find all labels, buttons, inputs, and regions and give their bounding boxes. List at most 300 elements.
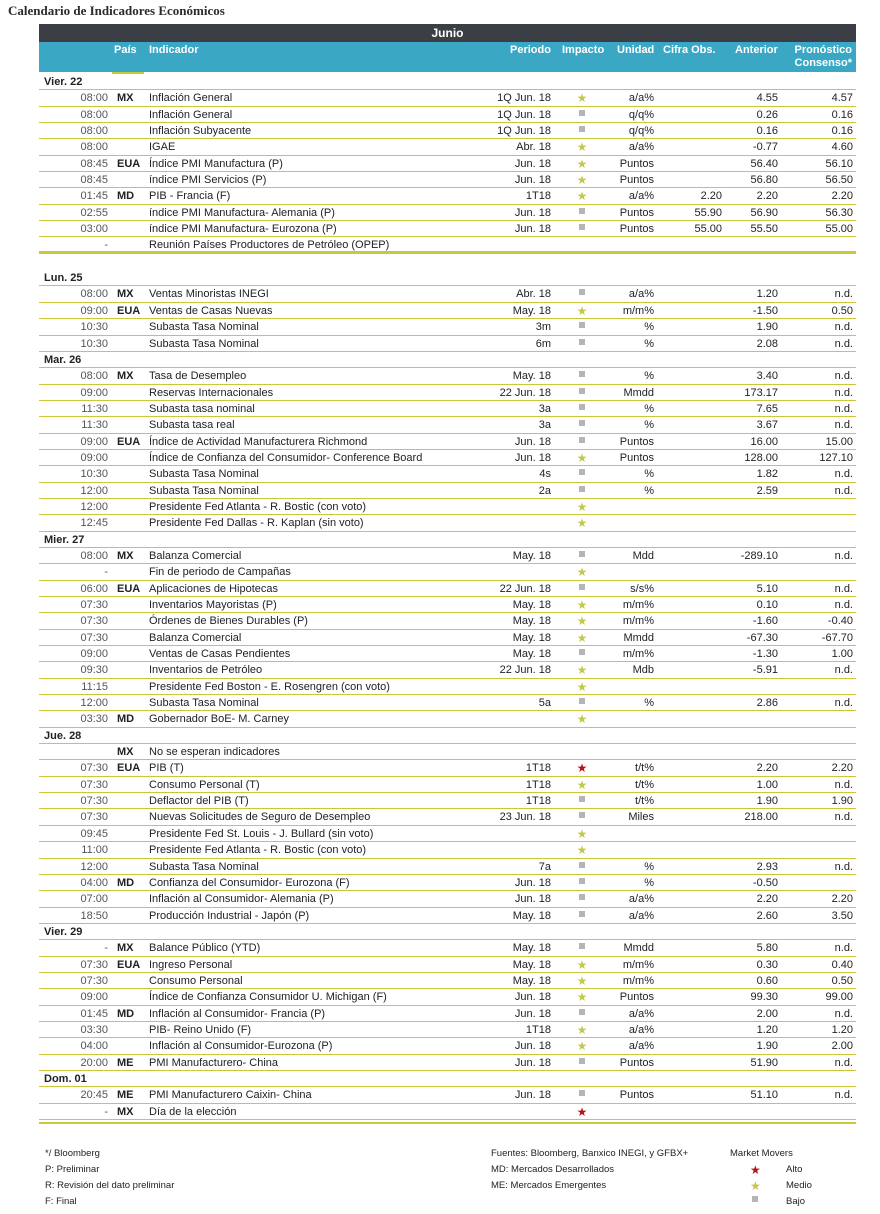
star-medium-icon: ★ xyxy=(576,679,588,694)
previous-cell: -1.50 xyxy=(752,304,778,317)
previous-cell: 173.17 xyxy=(744,386,778,399)
unit-cell: a/a% xyxy=(628,1007,654,1020)
time-cell: 11:30 xyxy=(81,402,108,415)
table-row xyxy=(39,679,856,695)
day-header-row xyxy=(39,74,856,90)
indicator-cell: índice PMI Servicios (P) xyxy=(149,174,267,187)
forecast-cell: n.d. xyxy=(834,778,853,791)
indicator-cell: Subasta tasa real xyxy=(149,419,235,432)
period-cell: May. 18 xyxy=(512,599,551,611)
time-cell: - xyxy=(104,942,108,955)
period-cell: Jun. 18 xyxy=(514,174,551,187)
period-cell: May. 18 xyxy=(512,615,551,628)
forecast-cell: 0.16 xyxy=(831,108,853,121)
period-cell: May. 18 xyxy=(512,974,551,987)
table-bottom-rule xyxy=(39,1122,856,1124)
indicator-cell: Producción Industrial - Japón (P) xyxy=(149,909,310,922)
previous-cell: 128.00 xyxy=(744,451,778,464)
period-cell: May. 18 xyxy=(512,370,551,383)
indicator-cell: índice PMI Manufactura- Eurozona (P) xyxy=(149,223,337,236)
indicator-cell: Presidente Fed Atlanta - R. Bostic (con voto) xyxy=(149,500,367,513)
previous-cell: 56.90 xyxy=(750,206,778,219)
time-cell: 20:00 xyxy=(80,1056,108,1069)
table-row xyxy=(39,891,856,907)
forecast-cell: 1.20 xyxy=(831,1023,853,1036)
day-label: Mier. 27 xyxy=(44,533,85,546)
period-cell: 1T18 xyxy=(525,795,551,808)
day-header-row xyxy=(39,1071,856,1087)
period-cell: 1T18 xyxy=(525,762,551,775)
period-cell: May. 18 xyxy=(512,909,551,922)
forecast-cell: 0.16 xyxy=(831,125,853,138)
star-medium-icon: ★ xyxy=(576,826,588,841)
star-high-icon: ★ xyxy=(750,1163,761,1177)
observed-cell: 55.90 xyxy=(694,206,722,219)
time-cell: 07:30 xyxy=(80,599,108,611)
square-low-icon xyxy=(574,893,590,906)
previous-cell: 2.08 xyxy=(756,337,778,350)
indicator-cell: Subasta Tasa Nominal xyxy=(149,860,259,873)
forecast-cell: n.d. xyxy=(834,664,853,677)
legend-item-alto xyxy=(730,1162,850,1178)
previous-cell: 55.50 xyxy=(750,223,778,236)
source-note: Fuentes: Bloomberg, Banxico INEGI, y GFBX+ xyxy=(491,1148,689,1159)
period-cell: 5a xyxy=(538,697,551,710)
previous-cell: 2.20 xyxy=(756,893,778,906)
square-low-icon xyxy=(574,910,590,923)
table-row xyxy=(39,908,856,924)
indicator-cell: Inflación General xyxy=(149,108,233,121)
indicator-cell: Índice de Confianza del Consumidor- Conference Board xyxy=(149,451,423,464)
period-cell: 3a xyxy=(538,419,551,432)
period-cell: 22 Jun. 18 xyxy=(499,386,551,399)
previous-cell: 0.60 xyxy=(756,974,778,987)
header-cifra-obs: Cifra Obs. xyxy=(663,44,716,56)
table-row xyxy=(39,859,856,875)
square-low-icon xyxy=(574,321,590,334)
time-cell: 09:00 xyxy=(80,386,108,399)
unit-cell: m/m% xyxy=(622,648,654,661)
unit-cell: a/a% xyxy=(628,141,654,154)
time-cell: 20:45 xyxy=(80,1089,108,1102)
table-row xyxy=(39,401,856,417)
country-cell: MD xyxy=(117,876,135,889)
period-cell: May. 18 xyxy=(512,549,551,562)
forecast-cell: n.d. xyxy=(834,386,853,399)
indicator-cell: Deflactor del PIB (T) xyxy=(149,795,249,808)
unit-cell: Miles xyxy=(628,811,654,824)
previous-cell: 5.10 xyxy=(756,582,778,595)
table-row xyxy=(39,760,856,776)
star-medium-icon: ★ xyxy=(576,614,588,629)
page-title: Calendario de Indicadores Económicos xyxy=(8,3,225,18)
time-cell: 08:00 xyxy=(80,370,108,383)
legend-item-bajo xyxy=(730,1194,850,1210)
time-cell: 07:30 xyxy=(80,631,108,644)
footnote: */ Bloomberg xyxy=(45,1148,100,1159)
square-low-icon xyxy=(574,419,590,432)
indicator-cell: Reservas Internacionales xyxy=(149,386,274,399)
indicator-cell: Nuevas Solicitudes de Seguro de Desempleo xyxy=(149,811,371,824)
day-header-row xyxy=(39,270,856,286)
table-row xyxy=(39,336,856,352)
table-row xyxy=(39,793,856,809)
square-low-icon xyxy=(574,583,590,596)
time-cell: 08:00 xyxy=(80,92,108,105)
table-row xyxy=(39,809,856,825)
star-medium-icon: ★ xyxy=(576,843,588,858)
table-row xyxy=(39,826,856,842)
time-cell: 08:00 xyxy=(80,108,108,121)
table-row xyxy=(39,90,856,106)
time-cell: 12:45 xyxy=(80,517,108,530)
country-cell: EUA xyxy=(117,762,141,775)
period-cell: Abr. 18 xyxy=(516,288,551,301)
market-movers-legend xyxy=(730,1146,850,1210)
day-header-row xyxy=(39,352,856,368)
unit-cell: t/t% xyxy=(635,795,654,808)
period-cell: 23 Jun. 18 xyxy=(499,811,551,824)
previous-cell: 218.00 xyxy=(744,811,778,824)
unit-cell: % xyxy=(644,484,654,497)
country-cell: MD xyxy=(117,1007,135,1020)
previous-cell: 1.20 xyxy=(756,1023,778,1036)
forecast-cell: n.d. xyxy=(834,697,853,710)
unit-cell: % xyxy=(644,860,654,873)
unit-cell: Puntos xyxy=(619,1056,654,1069)
unit-cell: Mdb xyxy=(632,664,654,677)
unit-cell: a/a% xyxy=(628,909,654,922)
observed-cell: 2.20 xyxy=(700,190,722,203)
table-row xyxy=(39,777,856,793)
indicator-cell: PIB (T) xyxy=(149,762,184,775)
square-low-icon xyxy=(574,1057,590,1070)
period-cell: May. 18 xyxy=(512,942,551,955)
square-low-icon xyxy=(574,109,590,122)
square-low-icon xyxy=(574,795,590,808)
forecast-cell: -0.40 xyxy=(827,615,853,628)
time-cell: 03:30 xyxy=(80,713,108,726)
time-cell: 12:00 xyxy=(80,860,108,873)
country-cell: MX xyxy=(117,1105,134,1118)
period-cell: Jun. 18 xyxy=(514,435,551,448)
forecast-cell: n.d. xyxy=(834,419,853,432)
country-cell: ME xyxy=(117,1056,134,1069)
forecast-cell: n.d. xyxy=(834,1056,853,1069)
time-cell: 10:30 xyxy=(80,337,108,350)
time-cell: 07:30 xyxy=(80,974,108,987)
previous-cell: -1.30 xyxy=(752,648,778,661)
legend-label: Medio xyxy=(786,1180,812,1191)
table-row xyxy=(39,1055,856,1071)
square-low-icon xyxy=(574,338,590,351)
previous-cell: 0.26 xyxy=(756,108,778,121)
previous-cell: 56.80 xyxy=(750,174,778,187)
table-row xyxy=(39,597,856,613)
unit-cell: a/a% xyxy=(628,893,654,906)
star-medium-icon: ★ xyxy=(576,140,588,155)
period-cell: 22 Jun. 18 xyxy=(499,582,551,595)
period-cell: Abr. 18 xyxy=(516,141,551,154)
indicator-cell: PMI Manufacturero- China xyxy=(149,1056,278,1069)
square-low-icon xyxy=(574,485,590,498)
time-cell: 10:30 xyxy=(80,468,108,481)
previous-cell: 2.59 xyxy=(756,484,778,497)
forecast-cell: 4.57 xyxy=(831,92,853,105)
footnote: F: Final xyxy=(45,1196,77,1207)
square-low-icon xyxy=(574,387,590,400)
forecast-cell: 127.10 xyxy=(819,451,853,464)
time-cell: 09:30 xyxy=(80,664,108,677)
star-high-icon: ★ xyxy=(576,761,588,776)
star-medium-icon: ★ xyxy=(576,499,588,514)
table-row xyxy=(39,221,856,237)
legend-item-medio xyxy=(730,1178,850,1194)
table-row xyxy=(39,1087,856,1103)
legend-label: Bajo xyxy=(786,1196,806,1207)
header-anterior: Anterior xyxy=(735,44,778,56)
table-row xyxy=(39,319,856,335)
unit-cell: a/a% xyxy=(628,190,654,203)
country-cell: MX xyxy=(117,746,134,759)
country-cell: EUA xyxy=(117,304,141,317)
forecast-cell: n.d. xyxy=(834,484,853,497)
unit-cell: a/a% xyxy=(628,92,654,105)
indicator-cell: Inflación General xyxy=(149,92,233,105)
previous-cell: -5.91 xyxy=(752,664,778,677)
day-label: Vier. 29 xyxy=(44,925,83,938)
indicator-cell: Fin de periodo de Campañas xyxy=(149,566,291,579)
period-cell: May. 18 xyxy=(512,304,551,317)
indicator-cell: Ventas Minoristas INEGI xyxy=(149,288,269,301)
period-cell: Jun. 18 xyxy=(514,876,551,889)
indicator-cell: Índice de Confianza Consumidor U. Michigan (F) xyxy=(149,991,387,1004)
previous-cell: 0.10 xyxy=(756,599,778,611)
unit-cell: m/m% xyxy=(622,974,654,987)
time-cell: 04:00 xyxy=(80,876,108,889)
previous-cell: 3.40 xyxy=(756,370,778,383)
time-cell: 10:30 xyxy=(80,321,108,334)
legend-title: Market Movers xyxy=(730,1148,793,1159)
time-cell: - xyxy=(104,1105,108,1118)
table-row xyxy=(39,434,856,450)
square-low-icon xyxy=(574,648,590,661)
time-cell: 07:30 xyxy=(80,958,108,971)
indicator-cell: Balanza Comercial xyxy=(149,549,242,562)
country-cell: MX xyxy=(117,549,134,562)
unit-cell: m/m% xyxy=(622,599,654,611)
time-cell: 07:30 xyxy=(80,762,108,775)
indicator-cell: Inflación Subyacente xyxy=(149,125,252,138)
day-header-row xyxy=(39,728,856,744)
table-row xyxy=(39,1006,856,1022)
country-cell: EUA xyxy=(117,157,141,170)
unit-cell: % xyxy=(644,876,654,889)
table-row xyxy=(39,1104,856,1120)
previous-cell: 1.90 xyxy=(756,795,778,808)
period-cell: Jun. 18 xyxy=(514,1089,551,1102)
country-cell: MD xyxy=(117,713,135,726)
unit-cell: Mmdd xyxy=(623,631,654,644)
time-cell: 03:00 xyxy=(80,223,108,236)
unit-cell: Puntos xyxy=(619,451,654,464)
indicator-cell: Balance Público (YTD) xyxy=(149,942,261,955)
forecast-cell: 1.00 xyxy=(831,648,853,661)
time-cell: 08:45 xyxy=(80,157,108,170)
table-row xyxy=(39,385,856,401)
time-cell: 12:00 xyxy=(80,484,108,497)
period-cell: 4s xyxy=(539,468,551,481)
forecast-cell: n.d. xyxy=(834,860,853,873)
square-low-icon xyxy=(574,697,590,710)
indicator-cell: Índice de Actividad Manufacturera Richmond xyxy=(149,435,368,448)
previous-cell: 2.86 xyxy=(756,697,778,710)
square-low-icon xyxy=(574,403,590,416)
unit-cell: % xyxy=(644,697,654,710)
country-cell: MX xyxy=(117,92,134,105)
day-header-row xyxy=(39,532,856,548)
previous-cell: 2.20 xyxy=(756,762,778,775)
unit-cell: Puntos xyxy=(619,435,654,448)
previous-cell: 2.00 xyxy=(756,1007,778,1020)
day-label: Mar. 26 xyxy=(44,353,82,366)
star-medium-icon: ★ xyxy=(576,156,588,171)
country-cell: MX xyxy=(117,942,134,955)
unit-cell: t/t% xyxy=(635,762,654,775)
square-low-icon xyxy=(574,861,590,874)
star-medium-icon: ★ xyxy=(576,1022,588,1037)
header-pais: País xyxy=(114,44,137,56)
spacer-row xyxy=(39,254,856,270)
unit-cell: Puntos xyxy=(619,174,654,187)
table-row xyxy=(39,1022,856,1038)
previous-cell: 1.00 xyxy=(756,778,778,791)
time-cell: 08:00 xyxy=(80,141,108,154)
forecast-cell: 55.00 xyxy=(825,223,853,236)
time-cell: - xyxy=(104,239,108,252)
indicator-cell: Aplicaciones de Hipotecas xyxy=(149,582,279,595)
square-low-icon xyxy=(574,1089,590,1102)
legend-label: Alto xyxy=(786,1164,803,1175)
unit-cell: % xyxy=(644,419,654,432)
forecast-cell: 4.60 xyxy=(831,141,853,154)
time-cell: 01:45 xyxy=(80,190,108,203)
forecast-cell: n.d. xyxy=(834,1007,853,1020)
previous-cell: 1.20 xyxy=(756,288,778,301)
time-cell: 09:00 xyxy=(80,648,108,661)
period-cell: 22 Jun. 18 xyxy=(499,664,551,677)
indicator-cell: Subasta Tasa Nominal xyxy=(149,337,259,350)
time-cell: 08:00 xyxy=(80,125,108,138)
table-row xyxy=(39,156,856,172)
forecast-cell: 0.50 xyxy=(831,974,853,987)
previous-cell: 3.67 xyxy=(756,419,778,432)
country-cell: MX xyxy=(117,370,134,383)
table-row xyxy=(39,630,856,646)
unit-cell: a/a% xyxy=(628,288,654,301)
star-medium-icon: ★ xyxy=(576,173,588,188)
period-cell: 2a xyxy=(538,484,551,497)
unit-cell: a/a% xyxy=(628,1040,654,1053)
forecast-cell: n.d. xyxy=(834,811,853,824)
time-cell: 07:30 xyxy=(80,615,108,628)
forecast-cell: 1.90 xyxy=(831,795,853,808)
star-medium-icon: ★ xyxy=(576,303,588,318)
period-cell: Jun. 18 xyxy=(514,1007,551,1020)
period-cell: Jun. 18 xyxy=(514,893,551,906)
time-cell: 12:00 xyxy=(80,697,108,710)
indicator-cell: PIB- Reino Unido (F) xyxy=(149,1023,252,1036)
previous-cell: 99.30 xyxy=(750,991,778,1004)
previous-cell: 4.55 xyxy=(756,92,778,105)
period-cell: Jun. 18 xyxy=(514,451,551,464)
indicator-cell: Subasta Tasa Nominal xyxy=(149,697,259,710)
header-impacto: Impacto xyxy=(562,44,605,56)
indicator-cell: Gobernador BoE- M. Carney xyxy=(149,713,290,726)
indicator-cell: Inventarios Mayoristas (P) xyxy=(149,599,277,611)
forecast-cell: -67.70 xyxy=(821,631,853,644)
table-row xyxy=(39,1038,856,1054)
unit-cell: Mdd xyxy=(632,549,654,562)
forecast-cell: 3.50 xyxy=(831,909,853,922)
time-cell: 06:00 xyxy=(80,582,108,595)
indicator-cell: Subasta Tasa Nominal xyxy=(149,484,259,497)
observed-cell: 55.00 xyxy=(694,223,722,236)
indicator-cell: No se esperan indicadores xyxy=(149,746,280,759)
table-row xyxy=(39,450,856,466)
forecast-cell: 99.00 xyxy=(825,991,853,1004)
period-cell: 1T18 xyxy=(525,778,551,791)
square-low-icon xyxy=(574,207,590,220)
unit-cell: Puntos xyxy=(619,223,654,236)
period-cell: May. 18 xyxy=(512,648,551,661)
indicator-cell: Presidente Fed Dallas - R. Kaplan (sin voto) xyxy=(149,517,364,530)
forecast-cell: n.d. xyxy=(834,321,853,334)
indicator-cell: Confianza del Consumidor- Eurozona (F) xyxy=(149,876,350,889)
header-periodo: Periodo xyxy=(510,44,551,56)
previous-cell: 2.20 xyxy=(756,190,778,203)
table-row xyxy=(39,368,856,384)
period-cell: Jun. 18 xyxy=(514,157,551,170)
table-row xyxy=(39,957,856,973)
forecast-cell: 56.10 xyxy=(825,157,853,170)
indicator-cell: índice PMI Manufactura- Alemania (P) xyxy=(149,206,335,219)
footnote: R: Revisión del dato preliminar xyxy=(45,1180,175,1191)
table-row xyxy=(39,973,856,989)
indicator-cell: Inventarios de Petróleo xyxy=(149,664,263,677)
unit-cell: m/m% xyxy=(622,615,654,628)
unit-cell: m/m% xyxy=(622,304,654,317)
square-low-icon xyxy=(574,468,590,481)
period-cell: Jun. 18 xyxy=(514,1056,551,1069)
star-medium-icon: ★ xyxy=(576,663,588,678)
period-cell: May. 18 xyxy=(512,631,551,644)
forecast-cell: n.d. xyxy=(834,1089,853,1102)
table-row xyxy=(39,581,856,597)
country-cell: EUA xyxy=(117,582,141,595)
time-cell: 02:55 xyxy=(80,206,108,219)
indicator-cell: Subasta Tasa Nominal xyxy=(149,468,259,481)
table-row xyxy=(39,139,856,155)
table-row xyxy=(39,303,856,319)
column-headers xyxy=(39,42,856,72)
unit-cell: m/m% xyxy=(622,958,654,971)
indicator-cell: Consumo Personal (T) xyxy=(149,778,260,791)
star-medium-icon: ★ xyxy=(576,990,588,1005)
previous-cell: -67.30 xyxy=(746,631,778,644)
day-label: Vier. 22 xyxy=(44,76,83,88)
table-row xyxy=(39,123,856,139)
